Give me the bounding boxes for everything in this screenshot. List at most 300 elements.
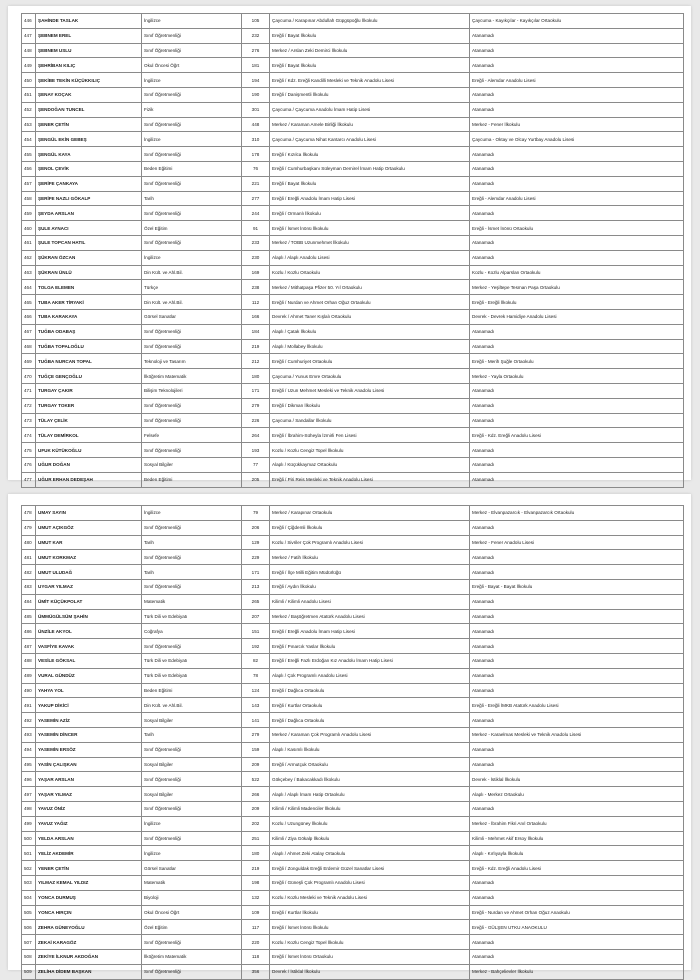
row-number-cell: 505 — [22, 905, 36, 920]
score-cell: 198 — [242, 875, 270, 890]
row-number-cell: 491 — [22, 698, 36, 713]
score-cell: 448 — [242, 117, 270, 132]
current-school-cell: Ereğli / Çiğdemli İlkokulu — [270, 520, 470, 535]
score-cell: 209 — [242, 801, 270, 816]
current-school-cell: Merkez / Başöğretmen Atatürk Anadolu Lisesi — [270, 609, 470, 624]
assigned-school-cell: Ereğli - Alemdar Anadolu Lisesi — [470, 191, 684, 206]
score-cell: 264 — [242, 428, 270, 443]
row-number-cell: 466 — [22, 309, 36, 324]
teacher-name-cell: YAVUZ YAĞIZ — [36, 816, 142, 831]
branch-cell: Özel Eğitim — [142, 920, 242, 935]
branch-cell: Sınıf Öğretmenliği — [142, 398, 242, 413]
score-cell: 141 — [242, 713, 270, 728]
teacher-name-cell: UMUT KAR — [36, 535, 142, 550]
current-school-cell: Çaycuma / Çaycuma Anadolu İmam Hatip Lisesi — [270, 102, 470, 117]
document-page-1 — [8, 6, 691, 483]
row-number-cell: 473 — [22, 413, 36, 428]
teacher-name-cell: YONCA DURMUŞ — [36, 890, 142, 905]
score-cell: 159 — [242, 742, 270, 757]
teacher-name-cell: ŞEKİBE TEKİN KÜÇÜKKILIÇ — [36, 73, 142, 88]
table-row — [22, 846, 684, 861]
assigned-school-cell: Alaplı - Kırlıyayla İlkokulu — [470, 846, 684, 861]
score-cell: 229 — [242, 550, 270, 565]
teacher-name-cell: UMUT ULUDAĞ — [36, 565, 142, 580]
score-cell: 213 — [242, 579, 270, 594]
assigned-school-cell: Atanamadı — [470, 565, 684, 580]
table-row — [22, 73, 684, 88]
assigned-school-cell: Atanamadı — [470, 875, 684, 890]
score-cell: 79 — [242, 506, 270, 521]
score-cell: 207 — [242, 609, 270, 624]
row-number-cell: 501 — [22, 846, 36, 861]
teacher-name-cell: UYGAR YILMAZ — [36, 579, 142, 594]
row-number-cell: 474 — [22, 428, 36, 443]
current-school-cell: Ereğli / Aydın İlkokulu — [270, 579, 470, 594]
row-number-cell: 470 — [22, 369, 36, 384]
branch-cell: Matematik — [142, 875, 242, 890]
teacher-name-cell: TURGAY ÇAKIR — [36, 383, 142, 398]
row-number-cell: 467 — [22, 324, 36, 339]
row-number-cell: 508 — [22, 949, 36, 964]
table-row — [22, 713, 684, 728]
table-row — [22, 265, 684, 280]
row-number-cell: 483 — [22, 579, 36, 594]
row-number-cell: 469 — [22, 354, 36, 369]
branch-cell: Sınıf Öğretmenliği — [142, 550, 242, 565]
row-number-cell: 504 — [22, 890, 36, 905]
row-number-cell: 461 — [22, 235, 36, 250]
score-cell: 202 — [242, 816, 270, 831]
row-number-cell: 481 — [22, 550, 36, 565]
current-school-cell: Ereğli / Danişmentli İlkokulu — [270, 87, 470, 102]
table-row — [22, 28, 684, 43]
teacher-name-cell: YAŞAR ARSLAN — [36, 772, 142, 787]
row-number-cell: 498 — [22, 801, 36, 816]
row-number-cell: 450 — [22, 73, 36, 88]
table-row — [22, 324, 684, 339]
table-row — [22, 506, 684, 521]
assigned-school-cell: Atanamadı — [470, 639, 684, 654]
current-school-cell: Kozlu / Kozlu Cengiz Topel İlkokulu — [270, 443, 470, 458]
branch-cell: Türk Dili ve Edebiyatı — [142, 609, 242, 624]
row-number-cell: 460 — [22, 221, 36, 236]
row-number-cell: 507 — [22, 935, 36, 950]
table-row — [22, 520, 684, 535]
teacher-name-cell: ŞEYDA ARSLAN — [36, 206, 142, 221]
current-school-cell: Ereğli / Kdz. Ereğli Kandilli Mesleki ve Teknik Anadolu Lisesi — [270, 73, 470, 88]
teacher-name-cell: ŞEHRİBAN KILIÇ — [36, 58, 142, 73]
teacher-name-cell: ZEKİYE İLKNUR AKDOĞAN — [36, 949, 142, 964]
assigned-school-cell: Atanamadı — [470, 43, 684, 58]
current-school-cell: Alaplı / Kasımlı İlkokulu — [270, 742, 470, 757]
current-school-cell: Ereğli / Ereğli Anadolu İmam Hatip Lisesi — [270, 191, 470, 206]
teacher-name-cell: ÜNZİLE AKYOL — [36, 624, 142, 639]
current-school-cell: Ereğli / Piri Reis Mesleki ve Teknik Anadolu Lisesi — [270, 472, 470, 487]
current-school-cell: Ereğli / Pınarcık Yaslar İlkokulu — [270, 639, 470, 654]
table-row — [22, 354, 684, 369]
score-cell: 206 — [242, 520, 270, 535]
current-school-cell: Ereğli / Kurtlar İlkokulu — [270, 905, 470, 920]
assigned-school-cell: Atanamadı — [470, 339, 684, 354]
current-school-cell: Ereğli / Kızılca İlkokulu — [270, 147, 470, 162]
branch-cell: Beden Eğitimi — [142, 683, 242, 698]
row-number-cell: 455 — [22, 147, 36, 162]
branch-cell: Sınıf Öğretmenliği — [142, 742, 242, 757]
score-cell: 522 — [242, 772, 270, 787]
current-school-cell: Kozlu / Kozlu Mesleki ve Teknik Anadolu Lisesi — [270, 890, 470, 905]
current-school-cell: Devrek / Ahmet Taner Kışlalı Ortaokulu — [270, 309, 470, 324]
score-cell: 76 — [242, 161, 270, 176]
current-school-cell: Çaycuma / Çaycuma Nihat Kantarcı Anadolu Lisesi — [270, 132, 470, 147]
branch-cell: Beden Eğitimi — [142, 161, 242, 176]
branch-cell: Türkçe — [142, 280, 242, 295]
table-row — [22, 772, 684, 787]
row-number-cell: 506 — [22, 920, 36, 935]
current-school-cell: Ereğli / Güneşli Çok Programlı Anadolu Lisesi — [270, 875, 470, 890]
table-row — [22, 831, 684, 846]
current-school-cell: Ereğli / İlçe Milli Eğitim Müdürlüğü — [270, 565, 470, 580]
branch-cell: Sınıf Öğretmenliği — [142, 935, 242, 950]
row-number-cell: 489 — [22, 668, 36, 683]
branch-cell: Sınıf Öğretmenliği — [142, 964, 242, 979]
teacher-name-cell: ŞERİFE ÇANKAYA — [36, 176, 142, 191]
table-row — [22, 147, 684, 162]
current-school-cell: Ereğli / Nurdan ve Ahmet Orhan Oğuz Ortaokulu — [270, 295, 470, 310]
table-row — [22, 535, 684, 550]
score-cell: 192 — [242, 639, 270, 654]
teacher-name-cell: TUBA AKER TİRYAKİ — [36, 295, 142, 310]
row-number-cell: 494 — [22, 742, 36, 757]
teacher-name-cell: YASEMİN AZİZ — [36, 713, 142, 728]
assigned-school-cell: Ereğli - Kdz. Ereğli Anadolu Lisesi — [470, 428, 684, 443]
teacher-name-cell: ŞEBNEM USLU — [36, 43, 142, 58]
score-cell: 266 — [242, 787, 270, 802]
teacher-name-cell: ŞENGÜL EKİN GEBEŞ — [36, 132, 142, 147]
current-school-cell: Ereğli / Dağlıca Ortaokulu — [270, 713, 470, 728]
current-school-cell: Merkez / Karaman Amele Birliği İlkokulu — [270, 117, 470, 132]
assigned-school-cell: Atanamadı — [470, 443, 684, 458]
assigned-school-cell: Atanamadı — [470, 668, 684, 683]
row-number-cell: 500 — [22, 831, 36, 846]
teacher-name-cell: TURGAY TOKER — [36, 398, 142, 413]
current-school-cell: Devrek / İstiklal İlkokulu — [270, 964, 470, 979]
score-cell: 77 — [242, 457, 270, 472]
table-row — [22, 639, 684, 654]
assigned-school-cell: Atanamadı — [470, 757, 684, 772]
assigned-school-cell: Kilimli - Mehmet Akif Ersoy İlkokulu — [470, 831, 684, 846]
table-row — [22, 235, 684, 250]
assigned-school-cell: Ereğli - Ereğli İMKB Atatürk Anadolu Lisesi — [470, 698, 684, 713]
row-number-cell: 485 — [22, 609, 36, 624]
teacher-name-cell: TUĞBA ODABAŞ — [36, 324, 142, 339]
assigned-school-cell: Ereğli - GÜLŞEN UTKU ANAOKULU — [470, 920, 684, 935]
score-cell: 178 — [242, 147, 270, 162]
row-number-cell: 454 — [22, 132, 36, 147]
assigned-school-cell: Atanamadı — [470, 147, 684, 162]
current-school-cell: Ereğli / İsmet İnönü İlkokulu — [270, 920, 470, 935]
branch-cell: Sınıf Öğretmenliği — [142, 87, 242, 102]
row-number-cell: 480 — [22, 535, 36, 550]
score-cell: 230 — [242, 250, 270, 265]
current-school-cell: Çaycuma / Sandallar İlkokulu — [270, 413, 470, 428]
assigned-school-cell: Atanamadı — [470, 28, 684, 43]
score-cell: 219 — [242, 861, 270, 876]
teacher-name-cell: UMUT KORKMAZ — [36, 550, 142, 565]
assigned-school-cell: Atanamadı — [470, 102, 684, 117]
table-row — [22, 861, 684, 876]
teacher-name-cell: TOLGA ELEMEN — [36, 280, 142, 295]
score-cell: 251 — [242, 831, 270, 846]
table-row — [22, 428, 684, 443]
table-row — [22, 161, 684, 176]
row-number-cell: 475 — [22, 443, 36, 458]
row-number-cell: 448 — [22, 43, 36, 58]
branch-cell: Sosyal Bilgiler — [142, 457, 242, 472]
assigned-school-cell: Atanamadı — [470, 398, 684, 413]
row-number-cell: 484 — [22, 594, 36, 609]
teacher-name-cell: ZEHRA GÜNEYOĞLU — [36, 920, 142, 935]
assigned-school-cell: Atanamadı — [470, 683, 684, 698]
current-school-cell: Ereğli / Bayat İlkokulu — [270, 58, 470, 73]
assigned-school-cell: Atanamadı — [470, 949, 684, 964]
row-number-cell: 463 — [22, 265, 36, 280]
branch-cell: Bilişim Teknolojileri — [142, 383, 242, 398]
score-cell: 265 — [242, 594, 270, 609]
teacher-name-cell: YELDA ARSLAN — [36, 831, 142, 846]
current-school-cell: Alaplı / Alaplı İmam Hatip Ortaokulu — [270, 787, 470, 802]
current-school-cell: Merkez / Arslan Zeki Demirci İlkokulu — [270, 43, 470, 58]
teacher-name-cell: YAKUP DİKİCİ — [36, 698, 142, 713]
teacher-name-cell: YELİZ AKDEMİR — [36, 846, 142, 861]
row-number-cell: 499 — [22, 816, 36, 831]
score-cell: 105 — [242, 14, 270, 29]
table-row — [22, 339, 684, 354]
teacher-name-cell: ŞERİFE NAZLI GÖKALP — [36, 191, 142, 206]
branch-cell: Tarih — [142, 191, 242, 206]
table-row — [22, 472, 684, 487]
score-cell: 221 — [242, 176, 270, 191]
current-school-cell: Alaplı / Küçükkaymaz Ortaokulu — [270, 457, 470, 472]
branch-cell: İlköğretim Matematik — [142, 949, 242, 964]
score-cell: 233 — [242, 235, 270, 250]
score-cell: 212 — [242, 354, 270, 369]
branch-cell: Sosyal Bilgiler — [142, 787, 242, 802]
branch-cell: İlköğretim Matematik — [142, 369, 242, 384]
teacher-name-cell: ŞENDOĞAN TUNCEL — [36, 102, 142, 117]
score-cell: 232 — [242, 28, 270, 43]
current-school-cell: Ereğli / İsmet İnönü Ortaokulu — [270, 949, 470, 964]
row-number-cell: 468 — [22, 339, 36, 354]
current-school-cell: Merkez / Mithatpaşa Pfizer 50. Yıl Ortaokulu — [270, 280, 470, 295]
table-row — [22, 920, 684, 935]
row-number-cell: 487 — [22, 639, 36, 654]
teacher-name-cell: ŞULE AYNACI — [36, 221, 142, 236]
branch-cell: Sınıf Öğretmenliği — [142, 801, 242, 816]
current-school-cell: Ereğli / Cumhuriyet Ortaokulu — [270, 354, 470, 369]
branch-cell: İngilizce — [142, 73, 242, 88]
assigned-school-cell: Devrek - Devrek Hamidiye Anadolu Lisesi — [470, 309, 684, 324]
table-row — [22, 117, 684, 132]
assigned-school-cell: Çaycuma - Oktay ve Olcay Yurtbay Anadolu Lisesi — [470, 132, 684, 147]
row-number-cell: 452 — [22, 102, 36, 117]
teacher-name-cell: YASEMİN ERSÖZ — [36, 742, 142, 757]
assigned-school-cell: Atanamadı — [470, 935, 684, 950]
row-number-cell: 456 — [22, 161, 36, 176]
branch-cell: Coğrafya — [142, 624, 242, 639]
teacher-name-cell: ŞÜKRAN ÜNLÜ — [36, 265, 142, 280]
table-row — [22, 102, 684, 117]
row-number-cell: 451 — [22, 87, 36, 102]
assigned-school-cell: Atanamadı — [470, 653, 684, 668]
table-row — [22, 624, 684, 639]
teacher-name-cell: TUĞBA TOPALOĞLU — [36, 339, 142, 354]
score-cell: 301 — [242, 102, 270, 117]
assigned-school-cell: Atanamadı — [470, 713, 684, 728]
row-number-cell: 464 — [22, 280, 36, 295]
assigned-school-cell: Atanamadı — [470, 87, 684, 102]
score-cell: 129 — [242, 535, 270, 550]
row-number-cell: 457 — [22, 176, 36, 191]
assigned-school-cell: Atanamadı — [470, 457, 684, 472]
table-row — [22, 801, 684, 816]
table-row — [22, 221, 684, 236]
current-school-cell: Ereğli / İbrahim-Süheyla İzmirli Fen Lisesi — [270, 428, 470, 443]
assigned-school-cell: Atanamadı — [470, 609, 684, 624]
assigned-school-cell: Atanamadı — [470, 594, 684, 609]
table-row — [22, 58, 684, 73]
score-cell: 132 — [242, 890, 270, 905]
branch-cell: Sınıf Öğretmenliği — [142, 147, 242, 162]
score-cell: 279 — [242, 398, 270, 413]
table-row — [22, 579, 684, 594]
branch-cell: Sınıf Öğretmenliği — [142, 339, 242, 354]
current-school-cell: Alaplı / Ahmet Zeki Atalay Ortaokulu — [270, 846, 470, 861]
assigned-school-cell: Merkez - Fener İlkokulu — [470, 117, 684, 132]
row-number-cell: 486 — [22, 624, 36, 639]
score-cell: 151 — [242, 624, 270, 639]
row-number-cell: 462 — [22, 250, 36, 265]
row-number-cell: 476 — [22, 457, 36, 472]
current-school-cell: Kozlu / Kozlu Cengiz Topel İlkokulu — [270, 935, 470, 950]
assigned-school-cell: Çaycuma - Kayıkçılar - Kayıkçılar Ortaokulu — [470, 14, 684, 29]
branch-cell: Sosyal Bilgiler — [142, 713, 242, 728]
row-number-cell: 503 — [22, 875, 36, 890]
branch-cell: Sınıf Öğretmenliği — [142, 235, 242, 250]
score-cell: 277 — [242, 191, 270, 206]
assigned-school-cell: Alaplı - Merkez Ortaokulu — [470, 787, 684, 802]
table-row — [22, 653, 684, 668]
row-number-cell: 488 — [22, 653, 36, 668]
teacher-name-cell: TUBA KARAKAYA — [36, 309, 142, 324]
current-school-cell: Çaycuma / Yunus Emre Ortaokulu — [270, 369, 470, 384]
branch-cell: Okul Öncesi Öğrt — [142, 905, 242, 920]
assigned-school-cell: Atanamadı — [470, 235, 684, 250]
teacher-name-cell: TUĞBA NURCAN TOPAL — [36, 354, 142, 369]
branch-cell: Sınıf Öğretmenliği — [142, 28, 242, 43]
assigned-school-cell: Devrek - İstiklal İlkokulu — [470, 772, 684, 787]
teacher-name-cell: ŞENAY KOÇAK — [36, 87, 142, 102]
row-number-cell: 477 — [22, 472, 36, 487]
row-number-cell: 449 — [22, 58, 36, 73]
current-school-cell: Ereğli / Bayat İlkokulu — [270, 28, 470, 43]
score-cell: 194 — [242, 73, 270, 88]
branch-cell: Özel Eğitim — [142, 221, 242, 236]
branch-cell: Sınıf Öğretmenliği — [142, 324, 242, 339]
table-row — [22, 890, 684, 905]
table-row — [22, 87, 684, 102]
table-row — [22, 206, 684, 221]
table-row — [22, 594, 684, 609]
branch-cell: Sınıf Öğretmenliği — [142, 176, 242, 191]
teacher-name-cell: YENER ÇETİN — [36, 861, 142, 876]
assigned-school-cell: Ereğli - Nurdan ve Ahmet Orhan Oğuz Anaokulu — [470, 905, 684, 920]
row-number-cell: 472 — [22, 398, 36, 413]
branch-cell: Fizik — [142, 102, 242, 117]
teacher-name-cell: ŞENER ÇETİN — [36, 117, 142, 132]
score-cell: 118 — [242, 949, 270, 964]
teacher-name-cell: TUĞÇE GENÇOĞLU — [36, 369, 142, 384]
teacher-name-cell: ÜMİT KÜÇÜKPOLAT — [36, 594, 142, 609]
current-school-cell: Ereğli / Dağlıca Ortaokulu — [270, 683, 470, 698]
document-page-2 — [8, 494, 691, 975]
score-cell: 356 — [242, 964, 270, 979]
current-school-cell: Ereğli / Kurtlar Ortaokulu — [270, 698, 470, 713]
branch-cell: Tarih — [142, 535, 242, 550]
teacher-name-cell: ŞENOL ÇEVİK — [36, 161, 142, 176]
branch-cell: Sosyal Bilgiler — [142, 757, 242, 772]
table-row — [22, 742, 684, 757]
branch-cell: Sınıf Öğretmenliği — [142, 206, 242, 221]
branch-cell: Biyoloji — [142, 890, 242, 905]
teacher-name-cell: YASEMİN DİNCER — [36, 727, 142, 742]
assigned-school-cell: Atanamadı — [470, 324, 684, 339]
table-row — [22, 132, 684, 147]
current-school-cell: Kozlu / Uzungüney İlkokulu — [270, 816, 470, 831]
teacher-name-cell: YAVUZ ÖNİZ — [36, 801, 142, 816]
table-row — [22, 757, 684, 772]
table-row — [22, 949, 684, 964]
branch-cell: İngilizce — [142, 506, 242, 521]
branch-cell: Sınıf Öğretmenliği — [142, 831, 242, 846]
branch-cell: Görsel Sanatlar — [142, 861, 242, 876]
score-cell: 143 — [242, 698, 270, 713]
row-number-cell: 447 — [22, 28, 36, 43]
row-number-cell: 459 — [22, 206, 36, 221]
branch-cell: Görsel Sanatlar — [142, 309, 242, 324]
score-cell: 310 — [242, 132, 270, 147]
teacher-name-cell: YONCA HIRÇIN — [36, 905, 142, 920]
assigned-school-cell: Atanamadı — [470, 413, 684, 428]
table-row — [22, 250, 684, 265]
assigned-school-cell: Atanamadı — [470, 58, 684, 73]
row-number-cell: 458 — [22, 191, 36, 206]
branch-cell: Sınıf Öğretmenliği — [142, 43, 242, 58]
table-row — [22, 683, 684, 698]
branch-cell: İngilizce — [142, 250, 242, 265]
score-cell: 171 — [242, 383, 270, 398]
assigned-school-cell: Atanamadı — [470, 520, 684, 535]
teacher-name-cell: ŞEBNEM EREL — [36, 28, 142, 43]
current-school-cell: Kozlu / Sivriler Çok Programlı Anadolu Lisesi — [270, 535, 470, 550]
branch-cell: Din Kült. ve Ahl.Bil. — [142, 265, 242, 280]
row-number-cell: 446 — [22, 14, 36, 29]
branch-cell: Teknoloji ve Tasarım — [142, 354, 242, 369]
row-number-cell: 509 — [22, 964, 36, 979]
current-school-cell: Ereğli / Dikman İlkokulu — [270, 398, 470, 413]
row-number-cell: 492 — [22, 713, 36, 728]
teacher-name-cell: ZELİHA DİDEM BAŞKAN — [36, 964, 142, 979]
current-school-cell: Gökçebey / Bakacakkadı İlkokulu — [270, 772, 470, 787]
